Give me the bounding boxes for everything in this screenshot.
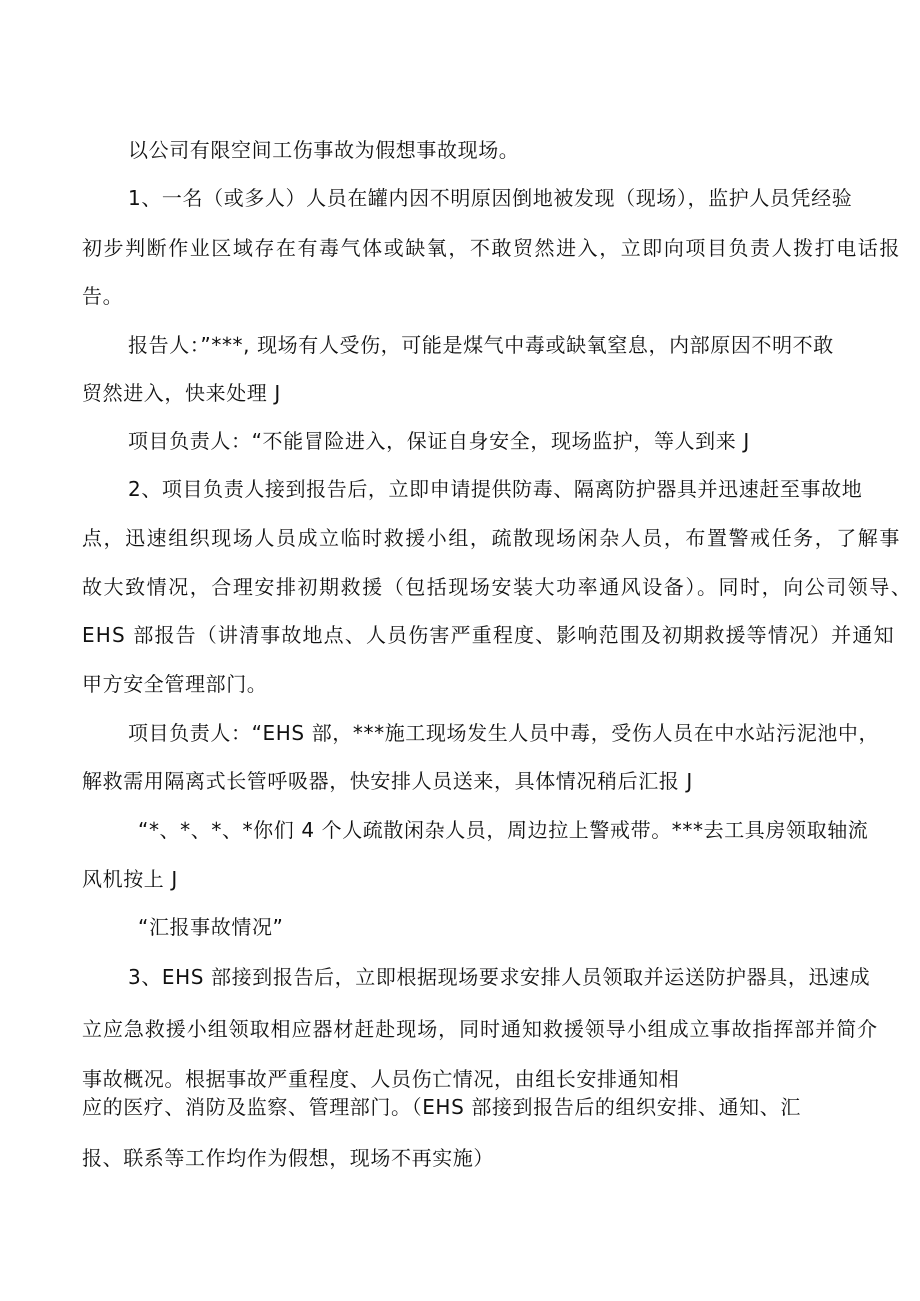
reporter-quote-line-2: 贸然进入，快来处理 J [82,381,281,405]
paragraph-3-line-4: 应的医疗、消防及监察、管理部门。（EHS 部接到报告后的组织安排、通知、汇 [82,1095,801,1119]
report-situation-quote: “汇报事故情况” [138,915,284,939]
manager-quote-1: 项目负责人：“不能冒险进入，保证自身安全，现场监护，等人到来 J [128,429,750,453]
paragraph-3-line-1: 3、EHS 部接到报告后，立即根据现场要求安排人员领取并运送防护器具，迅速成 [128,965,871,989]
paragraph-2-line-3: 故大致情况，合理安排初期救援（包括现场安装大功率通风设备）。同时，向公司领导、 [82,575,913,599]
manager-quote-2-line-2: 解救需用隔离式长管呼吸器，快安排人员送来，具体情况稍后汇报 J [82,769,693,793]
paragraph-intro: 以公司有限空间工伤事故为假想事故现场。 [128,138,520,162]
manager-quote-2-line-1: 项目负责人：“EHS 部，***施工现场发生人员中毒，受伤人员在中水站污泥池中， [128,721,880,745]
paragraph-3-line-5: 报、联系等工作均作为假想，现场不再实施） [82,1146,494,1170]
paragraph-1-line-3: 告。 [82,284,124,308]
paragraph-1-line-2: 初步判断作业区域存在有毒气体或缺氧，不敢贸然进入，立即向项目负责人拨打电话报 [82,236,901,260]
reporter-quote-line-1: 报告人：”***, 现场有人受伤，可能是煤气中毒或缺氧窒息，内部原因不明不敢 [128,333,834,357]
paragraph-3-line-3: 事故概况。根据事故严重程度、人员伤亡情况，由组长安排通知相 [82,1067,680,1091]
paragraph-2-line-4: EHS 部报告（讲清事故地点、人员伤害严重程度、影响范围及初期救援等情况）并通知 [82,623,895,647]
instruction-quote-line-2: 风机按上 J [82,867,178,891]
paragraph-2-line-2: 点，迅速组织现场人员成立临时救援小组，疏散现场闲杂人员，布置警戒任务，了解事 [82,526,901,550]
paragraph-1-line-1: 1、一名（或多人）人员在罐内因不明原因倒地被发现（现场），监护人员凭经验 [128,186,853,210]
paragraph-2-line-1: 2、项目负责人接到报告后，立即申请提供防毒、隔离防护器具并迅速赶至事故地 [128,477,863,501]
paragraph-3-line-2: 立应急救援小组领取相应器材赶赴现场，同时通知救援领导小组成立事故指挥部并简介 [82,1017,879,1041]
instruction-quote-line-1: “*、*、*、*你们 4 个人疏散闲杂人员，周边拉上警戒带。***去工具房领取轴流 [138,818,869,842]
paragraph-2-line-5: 甲方安全管理部门。 [82,672,268,696]
